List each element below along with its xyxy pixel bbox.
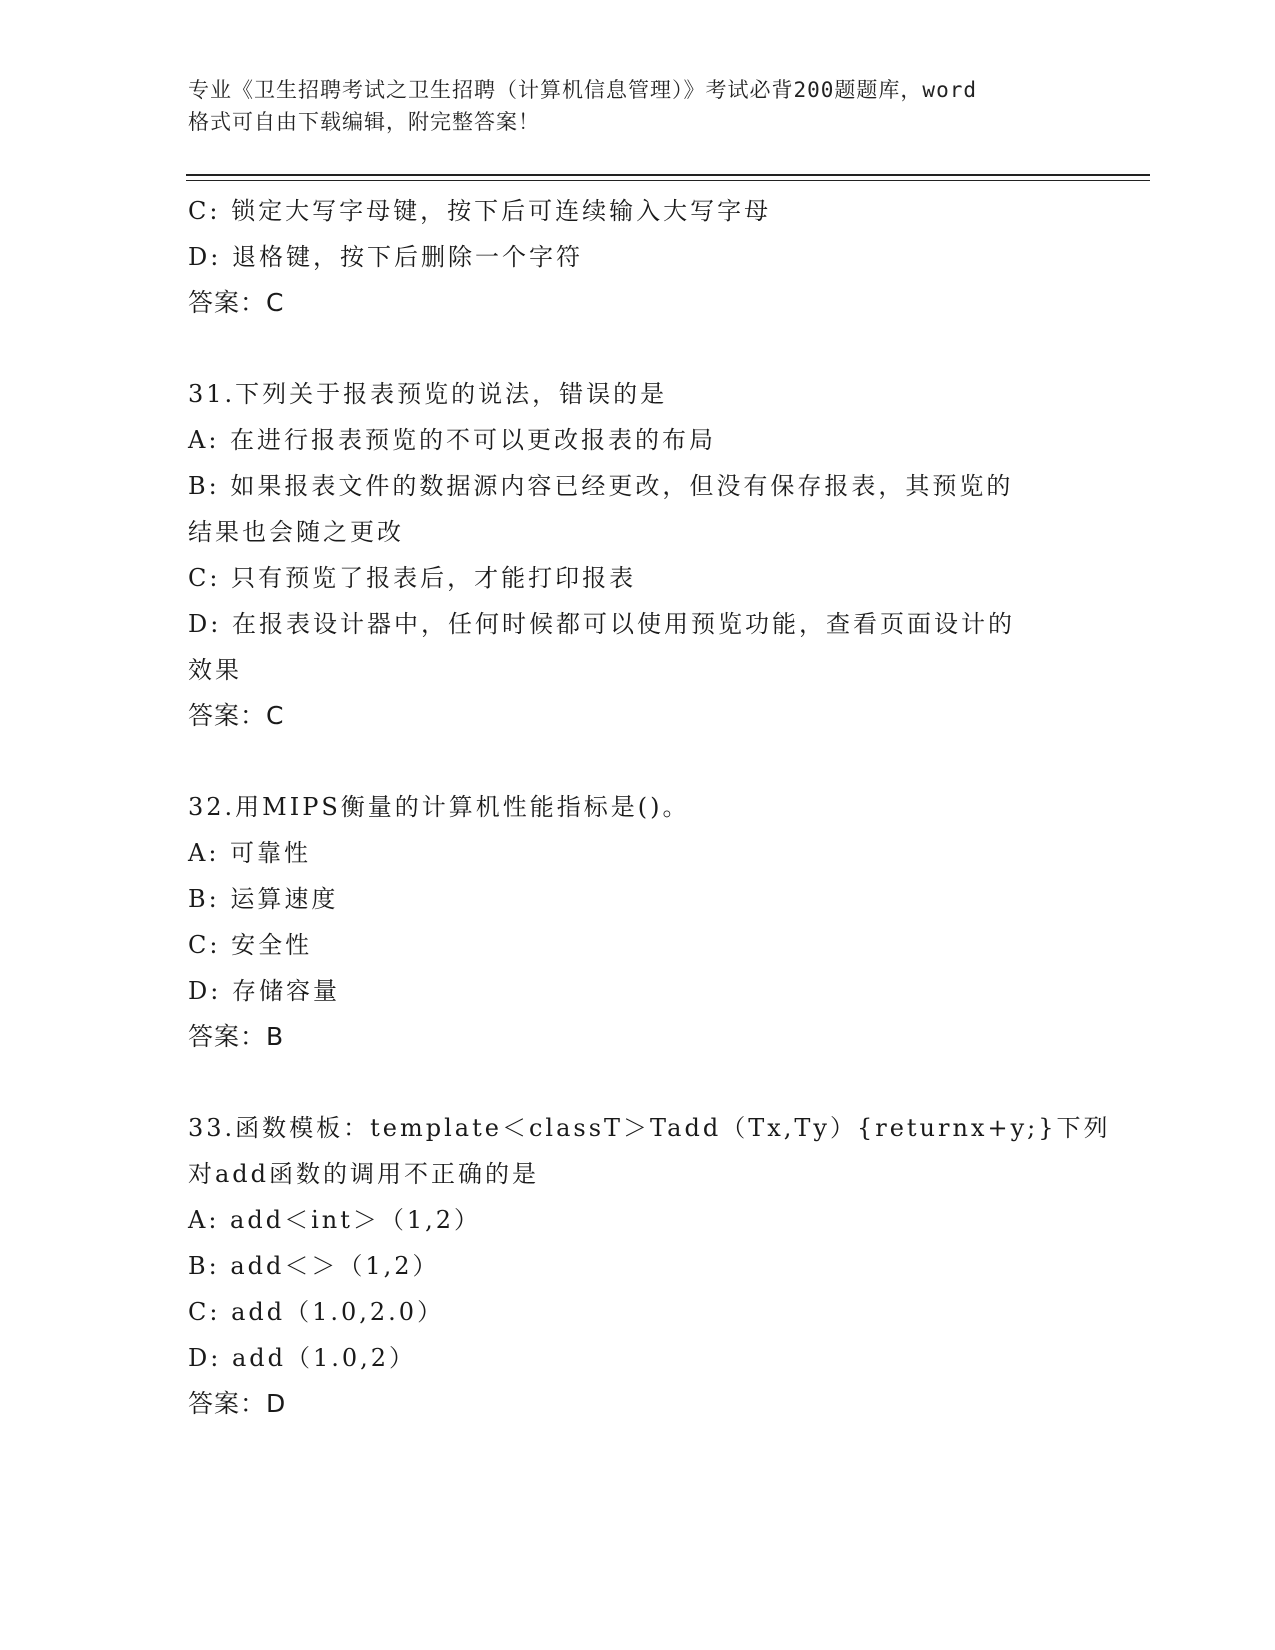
header-rule-thick — [186, 174, 1150, 176]
q30-answer: 答案：C — [188, 288, 285, 317]
q33-option-b: B: add＜＞（1,2） — [188, 1252, 440, 1280]
q32-answer: 答案：B — [188, 1022, 285, 1051]
q31-option-a: A: 在进行报表预览的不可以更改报表的布局 — [188, 426, 717, 454]
q32-option-c: C: 安全性 — [188, 931, 313, 959]
q31-option-b-line-1: B: 如果报表文件的数据源内容已经更改，但没有保存报表，其预览的 — [188, 472, 1014, 500]
spacer — [188, 739, 1088, 784]
q33-question-line-2: 对add函数的调用不正确的是 — [188, 1160, 540, 1188]
header-rule-thin — [186, 180, 1150, 181]
q33-question-line-1: 33.函数模板：template＜classT＞Tadd（Tx,Ty）{returnx+y;}下列 — [188, 1114, 1111, 1142]
q31-option-d-line-2: 效果 — [188, 656, 242, 684]
q31-option-d-line-1: D: 在报表设计器中，任何时候都可以使用预览功能，查看页面设计的 — [188, 610, 1015, 638]
document-header — [188, 74, 1088, 138]
q32-option-a: A: 可靠性 — [188, 839, 312, 867]
q31-answer: 答案：C — [188, 701, 285, 730]
spacer — [188, 326, 1088, 371]
q32-option-b: B: 运算速度 — [188, 885, 339, 913]
q32-option-d: D: 存储容量 — [188, 977, 340, 1005]
q33-answer: 答案：D — [188, 1389, 287, 1418]
spacer — [188, 1060, 1088, 1105]
q31-option-b-line-2: 结果也会随之更改 — [188, 518, 404, 546]
q33-option-d: D: add（1.0,2） — [188, 1344, 417, 1372]
q33-option-a: A: add＜int＞（1,2） — [188, 1206, 482, 1234]
q32-question: 32.用MIPS衡量的计算机性能指标是()。 — [188, 793, 690, 821]
q30-option-d: D: 退格键，按下后删除一个字符 — [188, 243, 583, 271]
header-line-2: 格式可自由下载编辑，附完整答案！ — [188, 110, 540, 134]
q30-option-c: C: 锁定大写字母键，按下后可连续输入大写字母 — [188, 197, 772, 225]
q33-option-c: C: add（1.0,2.0） — [188, 1298, 445, 1326]
question-content — [188, 188, 1111, 1427]
q31-question: 31.下列关于报表预览的说法，错误的是 — [188, 380, 668, 408]
header-line-1: 专业《卫生招聘考试之卫生招聘（计算机信息管理）》考试必背200题题库，word — [188, 78, 977, 102]
q31-option-c: C: 只有预览了报表后，才能打印报表 — [188, 564, 637, 592]
